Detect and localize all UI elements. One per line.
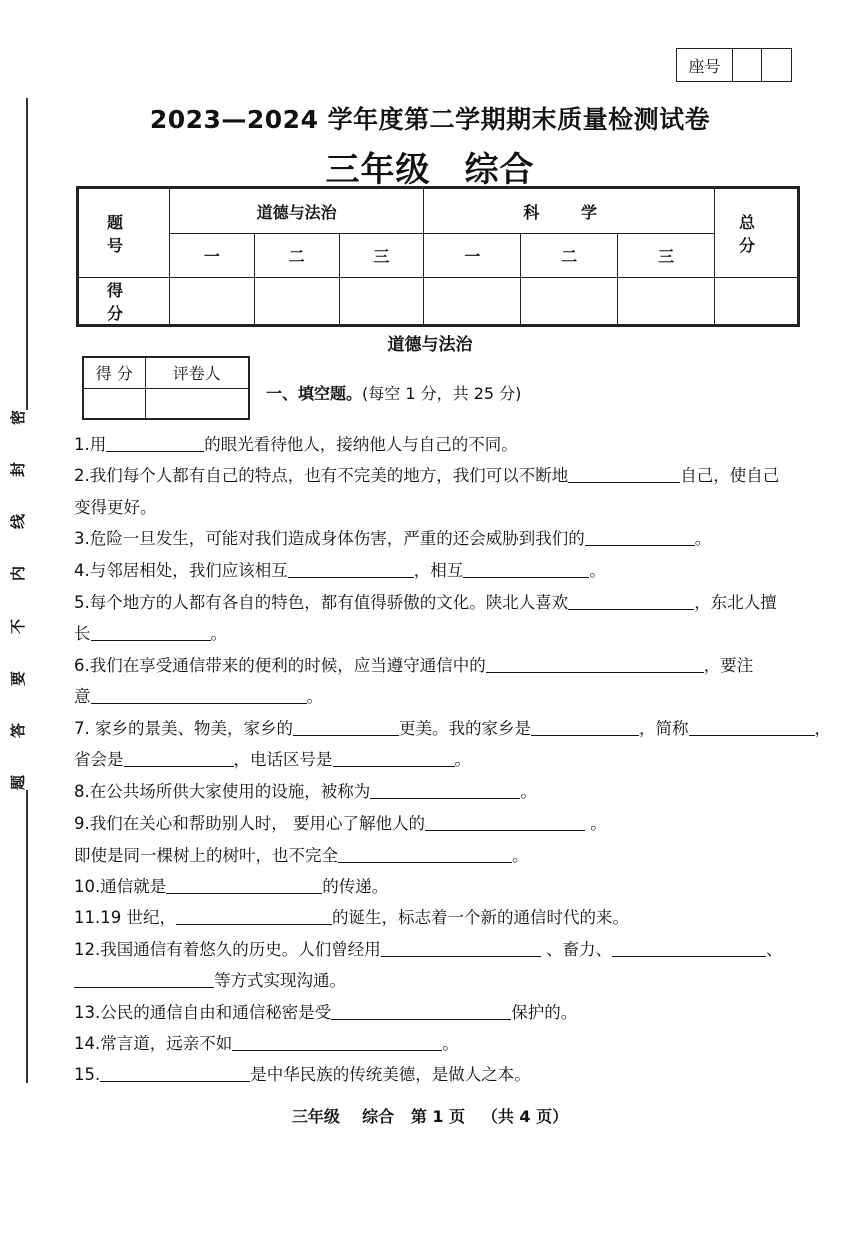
question-text: 7. 家乡的景美、物美，家乡的 [74,719,293,738]
question-text: ，东北人擅 [694,593,777,612]
exam-subtitle [0,142,860,191]
question-text: 。 [454,750,471,769]
question-line [74,686,323,708]
answer-blank[interactable] [568,465,680,483]
part-1-note: (每空 1 分，共 25 分) [362,384,522,403]
binding-char: 封 [9,462,28,478]
group-header-science: 科 学 [424,188,715,234]
question-line [74,655,753,677]
answer-blank[interactable] [338,845,512,863]
mini-grader-cell[interactable] [145,388,249,419]
question-text: 长 [74,624,91,643]
answer-blank[interactable] [381,939,541,957]
question-text: 、畜力、 [540,940,612,959]
answer-blank[interactable] [425,813,585,831]
score-cell[interactable] [424,278,521,326]
score-cell[interactable] [170,278,255,326]
question-number: 二 [254,234,339,278]
page-footer: 三年级 综合 第 1 页 （共 4 页） [291,1107,569,1126]
question-text: 的诞生，标志着一个新的通信时代的来。 [331,908,629,927]
binding-char: 答 [9,722,28,738]
question-text: 即使是同一棵树上的树叶，也不完全 [74,846,338,865]
question-text: 15. [74,1065,101,1084]
question-text: 10.通信就是 [74,877,167,896]
mini-score-cell[interactable] [83,388,145,419]
answer-blank[interactable] [585,528,695,546]
seat-label: 座号 [677,49,733,81]
total-score-header: 总 分 [715,188,799,278]
answer-blank[interactable] [370,781,520,799]
answer-blank[interactable] [333,749,455,767]
question-number: 二 [521,234,618,278]
question-text: 的眼光看待他人，接纳他人与自己的不同。 [204,435,518,454]
score-cell[interactable] [618,278,715,326]
question-text: 。 [589,561,606,580]
question-text: 4.与邻居相处，我们应该相互 [74,561,288,580]
question-line [74,623,227,645]
question-line [74,465,779,487]
question-line [74,939,783,961]
question-text: ，要注 [703,656,754,675]
question-number: 一 [170,234,255,278]
question-text: 11.19 世纪， [74,908,176,927]
answer-blank[interactable] [612,939,766,957]
question-text: 3.危险一旦发生，可能对我们造成身体伤害，严重的还会威胁到我们的 [74,529,585,548]
question-text: 5.每个地方的人都有各自的特色，都有值得骄傲的文化。陕北人喜欢 [74,593,569,612]
binding-char: 密 [9,409,28,426]
exam-title: 2023—2024 学年度第二学期期末质量检测试卷 [149,105,711,134]
answer-blank[interactable] [100,1064,250,1082]
part-1-label: 一、填空题。 [266,384,363,403]
answer-blank[interactable] [166,876,322,894]
binding-char: 题 [9,774,28,790]
mini-grader-label: 评卷人 [145,357,249,388]
question-line [74,845,529,867]
question-text: 。 [520,782,537,801]
question-text: 。 [585,814,607,833]
question-line [74,434,518,456]
question-line [74,1064,531,1086]
question-text: 。 [694,529,712,548]
answer-blank[interactable] [463,560,589,578]
answer-blank[interactable] [293,718,399,736]
question-text: 是中华民族的传统美德，是做人之本。 [250,1065,531,1084]
question-text: 。 [306,687,323,706]
question-number: 三 [339,234,424,278]
question-text: 、 [766,940,783,959]
question-number: 一 [424,234,521,278]
question-line [74,876,388,898]
question-text: 1.用 [74,435,107,454]
answer-blank[interactable] [486,655,704,673]
question-text: 9.我们在关心和帮助别人时， 要用心了解他人的 [74,814,425,833]
binding-char: 要 [9,670,28,686]
question-number-header: 题 号 [78,188,170,278]
mini-score-label: 得 分 [83,357,145,388]
subject-label: 综合 [464,150,535,190]
binding-char: 线 [9,514,28,530]
question-line [74,813,607,835]
score-cell[interactable] [254,278,339,326]
grade-label: 三年级 [325,150,431,190]
seat-number-box [676,48,792,82]
part-1-heading [266,381,521,404]
question-line [74,560,606,582]
question-text: 保护的。 [511,1003,578,1022]
question-text: 13.公民的通信自由和通信秘密是受 [74,1003,332,1022]
question-text: 。 [442,1034,459,1053]
score-cell[interactable] [521,278,618,326]
question-text: 省会是 [74,750,124,769]
question-line [74,1033,459,1055]
question-text: 6.我们在享受通信带来的便利的时候，应当遵守通信中的 [74,656,486,675]
question-text: 12.我国通信有着悠久的历史。人们曾经用 [74,940,381,959]
question-line [74,1002,577,1024]
question-line [74,781,537,803]
answer-blank[interactable] [232,1033,442,1051]
question-line [74,970,346,992]
question-text: 更美。我的家乡是 [399,719,531,738]
score-cell[interactable] [339,278,424,326]
group-header-morality: 道德与法治 [170,188,424,234]
question-line [74,592,777,614]
question-line [74,497,157,519]
binding-warning [8,410,30,790]
answer-blank[interactable] [176,907,332,925]
grader-table [82,356,250,420]
question-text: ，简称 [639,719,689,738]
question-text: 2.我们每个人都有自己的特点，也有不完美的地方，我们可以不断地 [74,466,569,485]
question-line [74,907,629,929]
seat-cell[interactable] [733,49,762,81]
question-text: 。 [512,846,529,865]
answer-blank[interactable] [288,560,414,578]
question-number: 三 [618,234,715,278]
question-text: 变得更好。 [74,498,157,517]
answer-blank[interactable] [91,686,307,704]
question-text: 自己，使自己 [680,466,780,485]
answer-blank[interactable] [331,1002,511,1020]
question-text: 意 [74,687,91,706]
binding-char: 不 [9,618,28,634]
answer-blank[interactable] [124,749,234,767]
question-text: 等方式实现沟通。 [214,971,346,990]
question-text: ， [814,719,831,738]
score-table [76,186,800,327]
section-title: 道德与法治 [387,335,473,355]
score-row-label: 得 分 [78,278,170,326]
question-line [74,749,471,771]
answer-blank[interactable] [74,970,214,988]
answer-blank[interactable] [91,623,211,641]
answer-blank[interactable] [531,718,639,736]
question-text: 14.常言道，远亲不如 [74,1034,233,1053]
binding-char: 内 [9,566,28,582]
question-line [74,528,711,550]
question-text: ，相互 [413,561,464,580]
question-line [74,718,831,740]
question-text: ，电话区号是 [233,750,333,769]
answer-blank[interactable] [106,434,204,452]
question-text: 的传递。 [322,877,389,896]
seat-cell[interactable] [762,49,791,81]
question-text: 8.在公共场所供大家使用的设施，被称为 [74,782,371,801]
answer-blank[interactable] [568,592,694,610]
question-text: 。 [210,624,227,643]
answer-blank[interactable] [689,718,815,736]
total-score-cell[interactable] [715,278,799,326]
